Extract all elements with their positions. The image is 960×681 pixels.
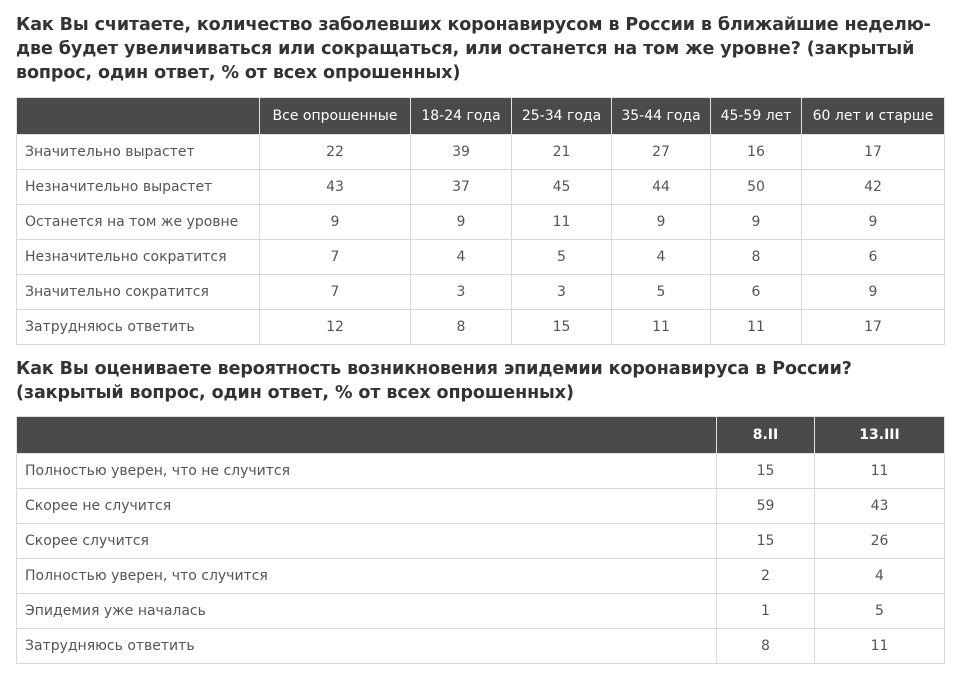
table-cell: 5 (512, 240, 612, 275)
header-cell-13-iii: 13.III (815, 417, 945, 454)
header-cell-60-plus: 60 лет и старше (802, 98, 945, 135)
table-row (17, 524, 945, 559)
table-cell: 15 (717, 524, 815, 559)
table-row (17, 135, 945, 170)
table-cell: 17 (802, 310, 945, 345)
table-cell: 16 (711, 135, 802, 170)
header-cell-25-34: 25-34 года (512, 98, 612, 135)
row-label: Полностью уверен, что не случится (17, 454, 717, 489)
table-cell: 21 (512, 135, 612, 170)
table-header-row (17, 98, 945, 135)
table-cell: 9 (411, 205, 512, 240)
table-cell: 27 (612, 135, 711, 170)
table-cell: 9 (802, 275, 945, 310)
table-cell: 11 (815, 454, 945, 489)
table-cell: 6 (711, 275, 802, 310)
table-cell: 59 (717, 489, 815, 524)
table-cell: 8 (411, 310, 512, 345)
question-1-title: Как Вы считаете, количество заболевших коронавирусом в России в ближайшие неделю-две будет увеличиваться или сокращаться, или останется на том же уровне? (закрытый вопрос, один ответ, % от всех опрошенных) (16, 15, 931, 83)
table-cell: 45 (512, 170, 612, 205)
table-cell: 8 (711, 240, 802, 275)
row-label: Значительно вырастет (17, 135, 260, 170)
table-cell: 17 (802, 135, 945, 170)
table-cell: 37 (411, 170, 512, 205)
table-cell: 7 (260, 240, 411, 275)
table-cell: 11 (612, 310, 711, 345)
table-row (17, 489, 945, 524)
header-cell-all: Все опрошенные (260, 98, 411, 135)
table-cell: 11 (512, 205, 612, 240)
row-label: Эпидемия уже началась (17, 594, 717, 629)
table-cell: 11 (815, 629, 945, 664)
table-row (17, 275, 945, 310)
table-cell: 50 (711, 170, 802, 205)
table-header-row (17, 417, 945, 454)
header-cell-18-24: 18-24 года (411, 98, 512, 135)
header-cell-45-59: 45-59 лет (711, 98, 802, 135)
table-cell: 9 (711, 205, 802, 240)
table-cell: 43 (815, 489, 945, 524)
table-row (17, 240, 945, 275)
table-row (17, 170, 945, 205)
table-cell: 4 (815, 559, 945, 594)
table-cell: 3 (512, 275, 612, 310)
row-label: Скорее случится (17, 524, 717, 559)
table-row (17, 205, 945, 240)
row-label: Полностью уверен, что случится (17, 559, 717, 594)
header-cell-empty (17, 417, 717, 454)
table-cell: 26 (815, 524, 945, 559)
table-cell: 15 (512, 310, 612, 345)
table-cell: 6 (802, 240, 945, 275)
row-label: Останется на том же уровне (17, 205, 260, 240)
table-cell: 9 (802, 205, 945, 240)
table-cell: 9 (260, 205, 411, 240)
table-cell: 8 (717, 629, 815, 664)
row-label: Значительно сократится (17, 275, 260, 310)
table-row (17, 310, 945, 345)
table-cell: 11 (711, 310, 802, 345)
table-cell: 39 (411, 135, 512, 170)
table-cell: 1 (717, 594, 815, 629)
table-cell: 22 (260, 135, 411, 170)
table-cell: 4 (612, 240, 711, 275)
row-label: Незначительно вырастет (17, 170, 260, 205)
table-cell: 44 (612, 170, 711, 205)
table-cell: 2 (717, 559, 815, 594)
table-cell: 15 (717, 454, 815, 489)
table-cell: 5 (815, 594, 945, 629)
table-row (17, 594, 945, 629)
header-cell-8-ii: 8.II (717, 417, 815, 454)
table-row (17, 559, 945, 594)
table-cell: 9 (612, 205, 711, 240)
table-cell: 43 (260, 170, 411, 205)
question-2-title: Как Вы оцениваете вероятность возникновения эпидемии коронавируса в России? (закрытый вопрос, один ответ, % от всех опрошенных) (16, 359, 852, 403)
header-cell-empty (17, 98, 260, 135)
table-cell: 7 (260, 275, 411, 310)
header-cell-35-44: 35-44 года (612, 98, 711, 135)
table-cell: 3 (411, 275, 512, 310)
table-cell: 42 (802, 170, 945, 205)
table-row (17, 629, 945, 664)
question-1-table (16, 97, 945, 345)
row-label: Затрудняюсь ответить (17, 629, 717, 664)
row-label: Скорее не случится (17, 489, 717, 524)
row-label: Затрудняюсь ответить (17, 310, 260, 345)
table-cell: 12 (260, 310, 411, 345)
table-cell: 4 (411, 240, 512, 275)
table-cell: 5 (612, 275, 711, 310)
row-label: Незначительно сократится (17, 240, 260, 275)
table-row (17, 454, 945, 489)
question-2-table (16, 416, 945, 664)
